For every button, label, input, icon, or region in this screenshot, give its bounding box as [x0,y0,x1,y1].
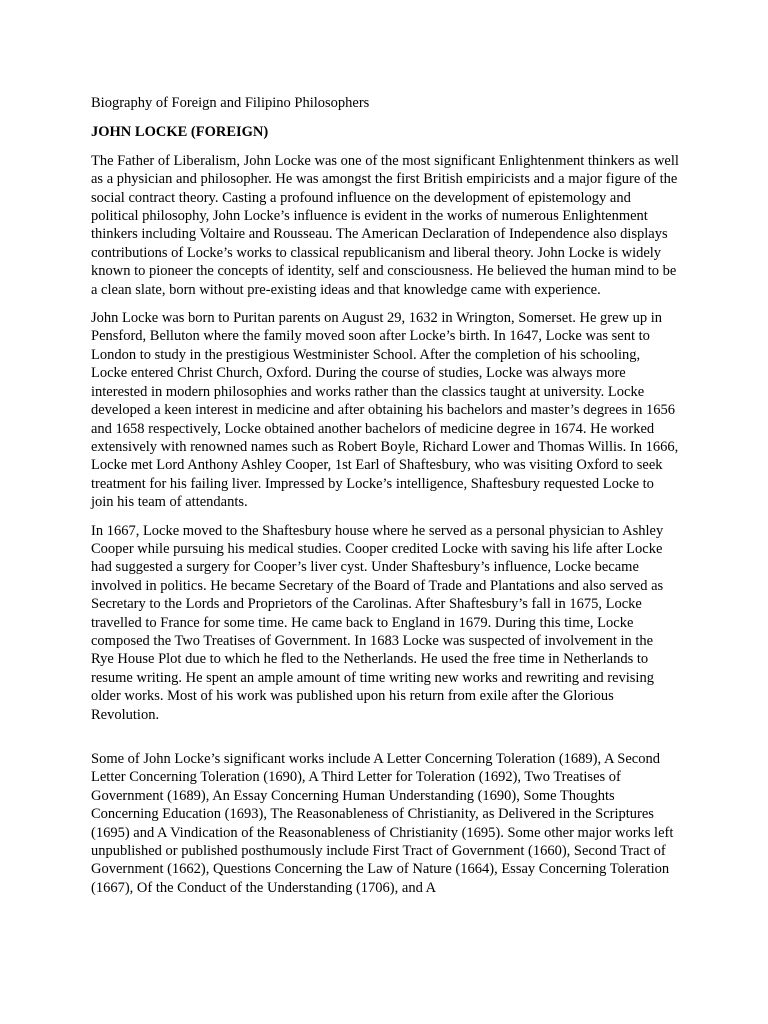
section-heading: JOHN LOCKE (FOREIGN) [91,124,269,141]
document-title: Biography of Foreign and Filipino Philosophers [91,95,370,111]
paragraph-works: Some of John Locke’s significant works include A Letter Concerning Toleration (1689), A Second Letter Concerning Toleration (1690), A Third Letter for Toleration (1692), Two Treatises of Government (1689), An Essay Concerning Human Understanding (1690), Some Thoughts Concerning Education (1693), The Reasonableness of Christianity, as Delivered in the Scriptures (1695) and A Vindication of the Reasonableness of Christianity (1695). Some other major works left unpublished or published posthumously include First Tract of Government (1660), Second Tract of Government (1662), Questions Concerning the Law of Nature (1664), Essay Concerning Toleration (1667), Of the Conduct of the Understanding (1706), and A [91,751,674,896]
paragraph-intro: The Father of Liberalism, John Locke was one of the most significant Enlightenment thinkers as well as a physician and philosopher. He was amongst the first British empiricists and a major figure of the social contract theory. Casting a profound influence on the development of epistemology and political philosophy, John Locke’s influence is evident in the works of numerous Enlightenment thinkers including Voltaire and Rousseau. The American Declaration of Independence also displays contributions of Locke’s works to classical republicanism and liberal theory. John Locke is widely known to pioneer the concepts of identity, self and consciousness. He believed the human mind to be a clean slate, born without pre-existing ideas and that knowledge came with experience. [91,152,679,298]
document-body [91,94,679,907]
paragraph-career: In 1667, Locke moved to the Shaftesbury house where he served as a personal physician to Ashley Cooper while pursuing his medical studies. Cooper credited Locke with saving his life after Locke had suggested a surgery for Cooper’s liver cyst. Under Shaftesbury’s influence, Locke became involved in politics. He became Secretary of the Board of Trade and Plantations and also served as Secretary to the Lords and Proprietors of the Carolinas. After Shaftesbury’s fall in 1675, Locke travelled to France for some time. He came back to England in 1679. During this time, Locke composed the Two Treatises of Government. In 1683 Locke was suspected of involvement in the Rye House Plot due to which he fled to the Netherlands. He used the free time in Netherlands to resume writing. He spent an ample amount of time writing new works and rewriting and revising older works. Most of his work was published upon his return from exile after the Glorious Revolution. [91,522,664,723]
paragraph-early-life: John Locke was born to Puritan parents on August 29, 1632 in Wrington, Somerset. He grew up in Pensford, Belluton where the family moved soon after Locke’s birth. In 1647, Locke was sent to London to study in the prestigious Westminister School. After the completion of his schooling, Locke entered Christ Church, Oxford. During the course of studies, Locke was always more interested in modern philosophies and works rather than the classics taught at university. Locke developed a keen interest in medicine and after obtaining his bachelors and master’s degrees in 1656 and 1658 respectively, Locke obtained another bachelors of medicine degree in 1674. He worked extensively with renowned names such as Robert Boyle, Richard Lower and Thomas Willis. In 1666, Locke met Lord Anthony Ashley Cooper, 1st Earl of Shaftesbury, who was visiting Oxford to seek treatment for his failing liver. Impressed by Locke’s intelligence, Shaftesbury requested Locke to join his team of attendants. [91,310,679,511]
